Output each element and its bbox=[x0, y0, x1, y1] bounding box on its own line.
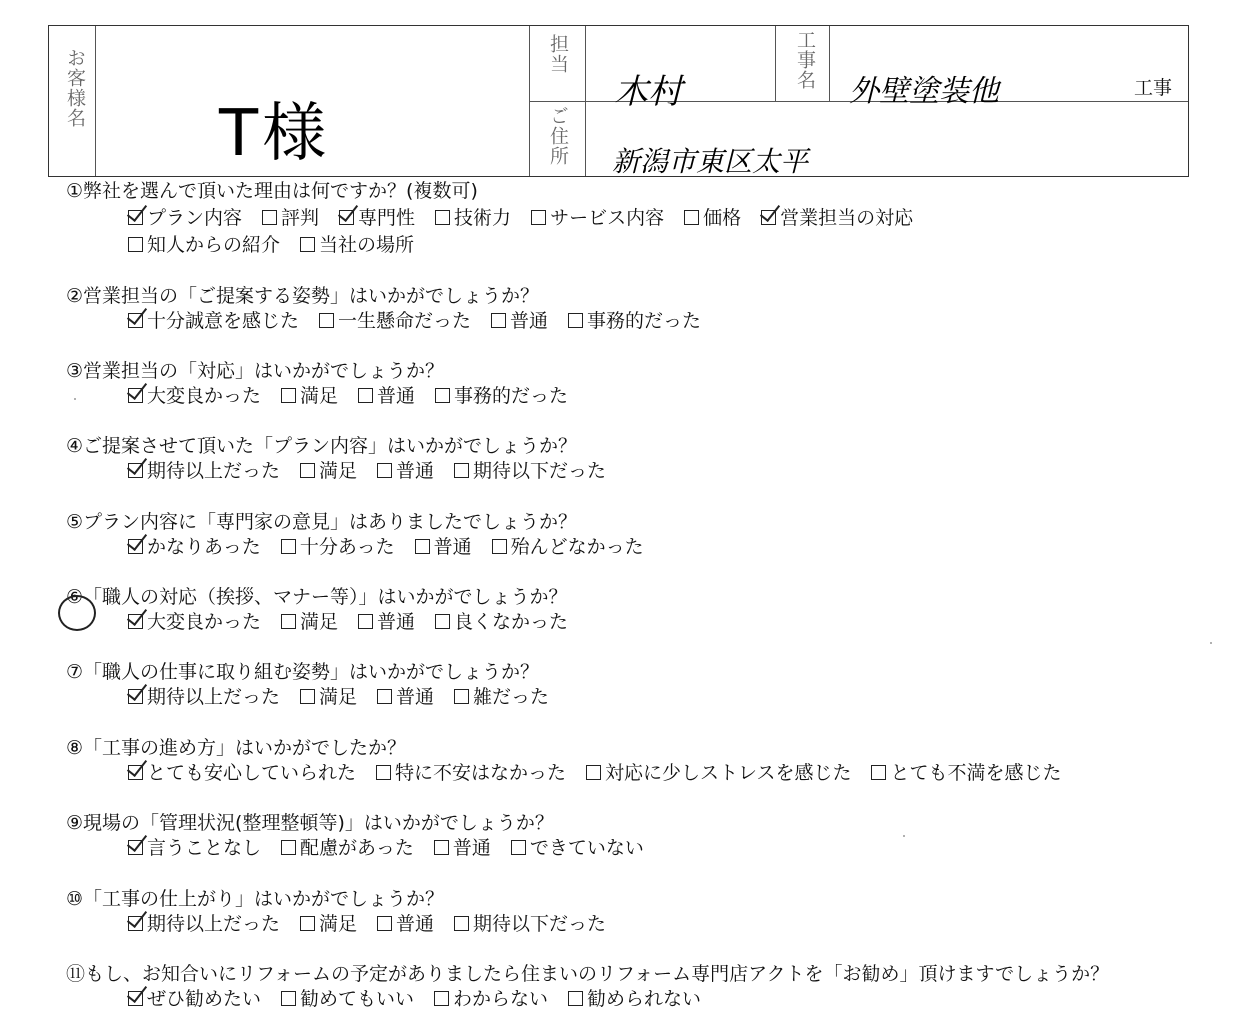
option-label: 普通 bbox=[396, 686, 435, 708]
option-label: 大変良かった bbox=[147, 611, 262, 633]
options-row bbox=[128, 203, 933, 230]
options-row bbox=[128, 532, 664, 559]
option-label: 価格 bbox=[703, 207, 742, 229]
option-label: 当社の場所 bbox=[319, 234, 415, 256]
option-checkbox[interactable] bbox=[684, 203, 741, 230]
option-label: 対応に少しストレスを感じた bbox=[605, 762, 852, 784]
option-label: サービス内容 bbox=[550, 207, 665, 229]
option-checkbox[interactable] bbox=[128, 456, 280, 483]
checkbox-icon[interactable] bbox=[128, 237, 143, 252]
option-checkbox[interactable] bbox=[377, 682, 434, 709]
option-label: とても不満を感じた bbox=[890, 762, 1062, 784]
options-row bbox=[128, 682, 569, 709]
checked-box-icon[interactable] bbox=[128, 840, 143, 855]
option-label: 十分あった bbox=[299, 536, 395, 558]
checkbox-icon[interactable] bbox=[377, 689, 392, 704]
option-label: 配慮があった bbox=[300, 837, 414, 859]
question-text: ⑧「工事の進め方」はいかがでしたか？ bbox=[66, 737, 407, 759]
option-checkbox[interactable] bbox=[377, 456, 434, 483]
option-label: 普通 bbox=[510, 310, 549, 332]
option-checkbox[interactable] bbox=[281, 833, 414, 860]
options-row bbox=[128, 230, 434, 257]
option-checkbox[interactable] bbox=[568, 306, 701, 333]
question-text: ①弊社を選んで頂いた理由は何ですか？(複数可) bbox=[66, 180, 478, 202]
option-checkbox[interactable] bbox=[128, 909, 280, 936]
checkbox-icon[interactable] bbox=[511, 840, 526, 855]
checkbox-icon[interactable] bbox=[415, 539, 430, 554]
checkbox-icon[interactable] bbox=[454, 689, 469, 704]
option-checkbox[interactable] bbox=[128, 203, 242, 230]
options-row bbox=[128, 306, 721, 333]
option-checkbox[interactable] bbox=[531, 203, 664, 230]
question-text: ⑩「工事の仕上がり」はいかがでしょうか？ bbox=[66, 888, 445, 910]
checked-box-icon[interactable] bbox=[128, 388, 143, 403]
question-text: ⑨現場の「管理状況(整理整頓等)」はいかがでしょうか？ bbox=[66, 812, 554, 834]
kouji-label: 工事名 bbox=[794, 30, 816, 90]
checkbox-icon[interactable] bbox=[491, 313, 506, 328]
options-row bbox=[128, 909, 626, 936]
options-row bbox=[128, 984, 721, 1011]
option-label: 知人からの紹介 bbox=[147, 234, 281, 256]
question-text: ②営業担当の「ご提案する姿勢」はいかがでしょうか？ bbox=[66, 285, 540, 307]
option-label: 技術力 bbox=[454, 207, 512, 229]
option-checkbox[interactable] bbox=[415, 532, 472, 559]
divider bbox=[775, 26, 776, 101]
checkbox-icon[interactable] bbox=[262, 210, 277, 225]
divider bbox=[829, 26, 830, 101]
option-label: 期待以下だった bbox=[473, 913, 607, 935]
option-label: 事務的だった bbox=[454, 385, 569, 407]
checkbox-icon[interactable] bbox=[492, 539, 507, 554]
question-text: ⑪もし、お知合いにリフォームの予定がありましたら住まいのリフォーム専門店アクトを「お勧め」頂けますでしょうか？ bbox=[66, 963, 1110, 985]
option-checkbox[interactable] bbox=[128, 306, 299, 333]
option-checkbox[interactable] bbox=[568, 984, 701, 1011]
option-label: 期待以上だった bbox=[147, 460, 281, 482]
checked-box-icon[interactable] bbox=[761, 210, 776, 225]
checkbox-icon[interactable] bbox=[435, 210, 450, 225]
option-checkbox[interactable] bbox=[871, 758, 1061, 785]
checkbox-icon[interactable] bbox=[281, 388, 296, 403]
checkbox-icon[interactable] bbox=[684, 210, 699, 225]
option-checkbox[interactable] bbox=[358, 607, 415, 634]
checkbox-icon[interactable] bbox=[281, 539, 296, 554]
checkbox-icon[interactable] bbox=[377, 916, 392, 931]
option-checkbox[interactable] bbox=[128, 833, 261, 860]
option-checkbox[interactable] bbox=[435, 381, 568, 408]
option-checkbox[interactable] bbox=[434, 833, 491, 860]
options-row bbox=[128, 758, 1081, 785]
checkbox-icon[interactable] bbox=[319, 313, 334, 328]
checked-box-icon[interactable] bbox=[128, 210, 143, 225]
checkbox-icon[interactable] bbox=[434, 991, 449, 1006]
checkbox-icon[interactable] bbox=[454, 463, 469, 478]
option-checkbox[interactable] bbox=[300, 682, 357, 709]
option-label: とても安心していられた bbox=[147, 762, 357, 784]
checkbox-icon[interactable] bbox=[300, 916, 315, 931]
checked-box-icon[interactable] bbox=[339, 210, 354, 225]
option-label: かなりあった bbox=[147, 536, 261, 558]
customer-label: お客様名 bbox=[64, 48, 86, 128]
checkbox-icon[interactable] bbox=[358, 388, 373, 403]
option-label: 十分誠意を感じた bbox=[147, 310, 300, 332]
option-label: 普通 bbox=[452, 837, 491, 859]
speck bbox=[903, 835, 905, 837]
option-label: 普通 bbox=[433, 536, 472, 558]
options-row bbox=[128, 381, 588, 408]
checkbox-icon[interactable] bbox=[300, 689, 315, 704]
option-label: 特に不安はなかった bbox=[395, 762, 567, 784]
checkbox-icon[interactable] bbox=[376, 765, 391, 780]
checkbox-icon[interactable] bbox=[358, 614, 373, 629]
handwritten-circle-mark bbox=[58, 595, 96, 631]
option-label: 普通 bbox=[396, 913, 435, 935]
option-label: 満足 bbox=[300, 385, 339, 407]
checkbox-icon[interactable] bbox=[586, 765, 601, 780]
option-checkbox[interactable] bbox=[586, 758, 851, 785]
option-checkbox[interactable] bbox=[128, 607, 261, 634]
checkbox-icon[interactable] bbox=[871, 765, 886, 780]
option-label: 満足 bbox=[300, 611, 339, 633]
checkbox-icon[interactable] bbox=[568, 313, 583, 328]
option-checkbox[interactable] bbox=[339, 203, 415, 230]
option-checkbox[interactable] bbox=[454, 909, 606, 936]
option-checkbox[interactable] bbox=[761, 203, 913, 230]
checked-box-icon[interactable] bbox=[128, 463, 143, 478]
option-checkbox[interactable] bbox=[454, 456, 606, 483]
kouji-suffix: 工事 bbox=[1134, 77, 1173, 99]
option-label: 殆んどなかった bbox=[510, 536, 644, 558]
checked-box-icon[interactable] bbox=[128, 689, 143, 704]
option-checkbox[interactable] bbox=[281, 984, 414, 1011]
option-label: 良くなかった bbox=[454, 611, 569, 633]
option-checkbox[interactable] bbox=[511, 833, 644, 860]
checked-box-icon[interactable] bbox=[128, 313, 143, 328]
address-label: ご住所 bbox=[547, 106, 569, 166]
checked-box-icon[interactable] bbox=[128, 765, 143, 780]
option-label: 評判 bbox=[281, 207, 320, 229]
question-text: ⑦「職人の仕事に取り組む姿勢」はいかがでしょうか？ bbox=[66, 661, 540, 683]
option-label: できていない bbox=[529, 837, 644, 859]
question-text: ④ご提案させて頂いた「プラン内容」はいかがでしょうか？ bbox=[66, 435, 578, 457]
option-label: プラン内容 bbox=[147, 207, 243, 229]
options-row bbox=[128, 607, 588, 634]
header-table bbox=[48, 25, 1189, 177]
checkbox-icon[interactable] bbox=[281, 840, 296, 855]
checkbox-icon[interactable] bbox=[300, 463, 315, 478]
tanto-value: 木村 bbox=[614, 72, 682, 112]
option-label: 期待以下だった bbox=[473, 460, 607, 482]
option-checkbox[interactable] bbox=[491, 306, 548, 333]
option-checkbox[interactable] bbox=[377, 909, 434, 936]
option-checkbox[interactable] bbox=[281, 381, 338, 408]
tanto-label: 担当 bbox=[547, 34, 569, 74]
checkbox-icon[interactable] bbox=[281, 614, 296, 629]
option-checkbox[interactable] bbox=[128, 682, 280, 709]
option-checkbox[interactable] bbox=[300, 456, 357, 483]
checked-box-icon[interactable] bbox=[128, 991, 143, 1006]
option-label: 満足 bbox=[319, 686, 358, 708]
checkbox-icon[interactable] bbox=[281, 991, 296, 1006]
option-checkbox[interactable] bbox=[454, 682, 549, 709]
option-label: 勧められない bbox=[587, 988, 702, 1010]
speck bbox=[74, 398, 76, 400]
checkbox-icon[interactable] bbox=[434, 840, 449, 855]
option-checkbox[interactable] bbox=[435, 607, 568, 634]
kouji-value: 外壁塗装他 bbox=[849, 74, 999, 109]
checked-box-icon[interactable] bbox=[128, 539, 143, 554]
option-label: 勧めてもいい bbox=[300, 988, 415, 1010]
checkbox-icon[interactable] bbox=[300, 237, 315, 252]
checkbox-icon[interactable] bbox=[435, 614, 450, 629]
option-label: 期待以上だった bbox=[147, 913, 281, 935]
option-label: 普通 bbox=[377, 611, 416, 633]
option-checkbox[interactable] bbox=[300, 909, 357, 936]
option-checkbox[interactable] bbox=[128, 758, 356, 785]
option-checkbox[interactable] bbox=[128, 230, 280, 257]
address-value: 新潟市東区太平 bbox=[612, 145, 809, 178]
option-checkbox[interactable] bbox=[281, 607, 338, 634]
divider bbox=[95, 26, 96, 176]
option-checkbox[interactable] bbox=[319, 306, 471, 333]
option-checkbox[interactable] bbox=[281, 532, 395, 559]
option-checkbox[interactable] bbox=[358, 381, 415, 408]
question-text: ⑤プラン内容に「専門家の意見」はありましたでしょうか？ bbox=[66, 511, 578, 533]
options-row bbox=[128, 456, 626, 483]
option-label: 言うことなし bbox=[147, 837, 262, 859]
checkbox-icon[interactable] bbox=[454, 916, 469, 931]
option-label: 普通 bbox=[396, 460, 435, 482]
checkbox-icon[interactable] bbox=[435, 388, 450, 403]
option-checkbox[interactable] bbox=[300, 230, 414, 257]
option-label: 大変良かった bbox=[147, 385, 262, 407]
option-checkbox[interactable] bbox=[434, 984, 548, 1011]
option-label: ぜひ勧めたい bbox=[147, 988, 262, 1010]
speck bbox=[1210, 642, 1212, 644]
option-checkbox[interactable] bbox=[128, 532, 261, 559]
option-checkbox[interactable] bbox=[435, 203, 511, 230]
checkbox-icon[interactable] bbox=[568, 991, 583, 1006]
checked-box-icon[interactable] bbox=[128, 614, 143, 629]
option-label: 満足 bbox=[319, 460, 358, 482]
question-text: ⑥「職人の対応（挨拶、マナー等）」はいかがでしょうか？ bbox=[66, 586, 568, 608]
option-label: 満足 bbox=[319, 913, 358, 935]
option-checkbox[interactable] bbox=[128, 984, 261, 1011]
checkbox-icon[interactable] bbox=[377, 463, 392, 478]
checked-box-icon[interactable] bbox=[128, 916, 143, 931]
option-label: 雑だった bbox=[473, 686, 550, 708]
option-label: 普通 bbox=[377, 385, 416, 407]
option-label: 一生懸命だった bbox=[338, 310, 472, 332]
options-row bbox=[128, 833, 664, 860]
option-label: 期待以上だった bbox=[147, 686, 281, 708]
option-checkbox[interactable] bbox=[492, 532, 644, 559]
question-text: ③営業担当の「対応」はいかがでしょうか？ bbox=[66, 360, 445, 382]
option-checkbox[interactable] bbox=[262, 203, 319, 230]
option-checkbox[interactable] bbox=[376, 758, 566, 785]
option-label: 専門性 bbox=[358, 207, 416, 229]
checkbox-icon[interactable] bbox=[531, 210, 546, 225]
option-label: わからない bbox=[453, 988, 549, 1010]
option-label: 事務的だった bbox=[587, 310, 702, 332]
customer-name: T様 bbox=[219, 97, 331, 171]
option-checkbox[interactable] bbox=[128, 381, 261, 408]
option-label: 営業担当の対応 bbox=[780, 207, 914, 229]
